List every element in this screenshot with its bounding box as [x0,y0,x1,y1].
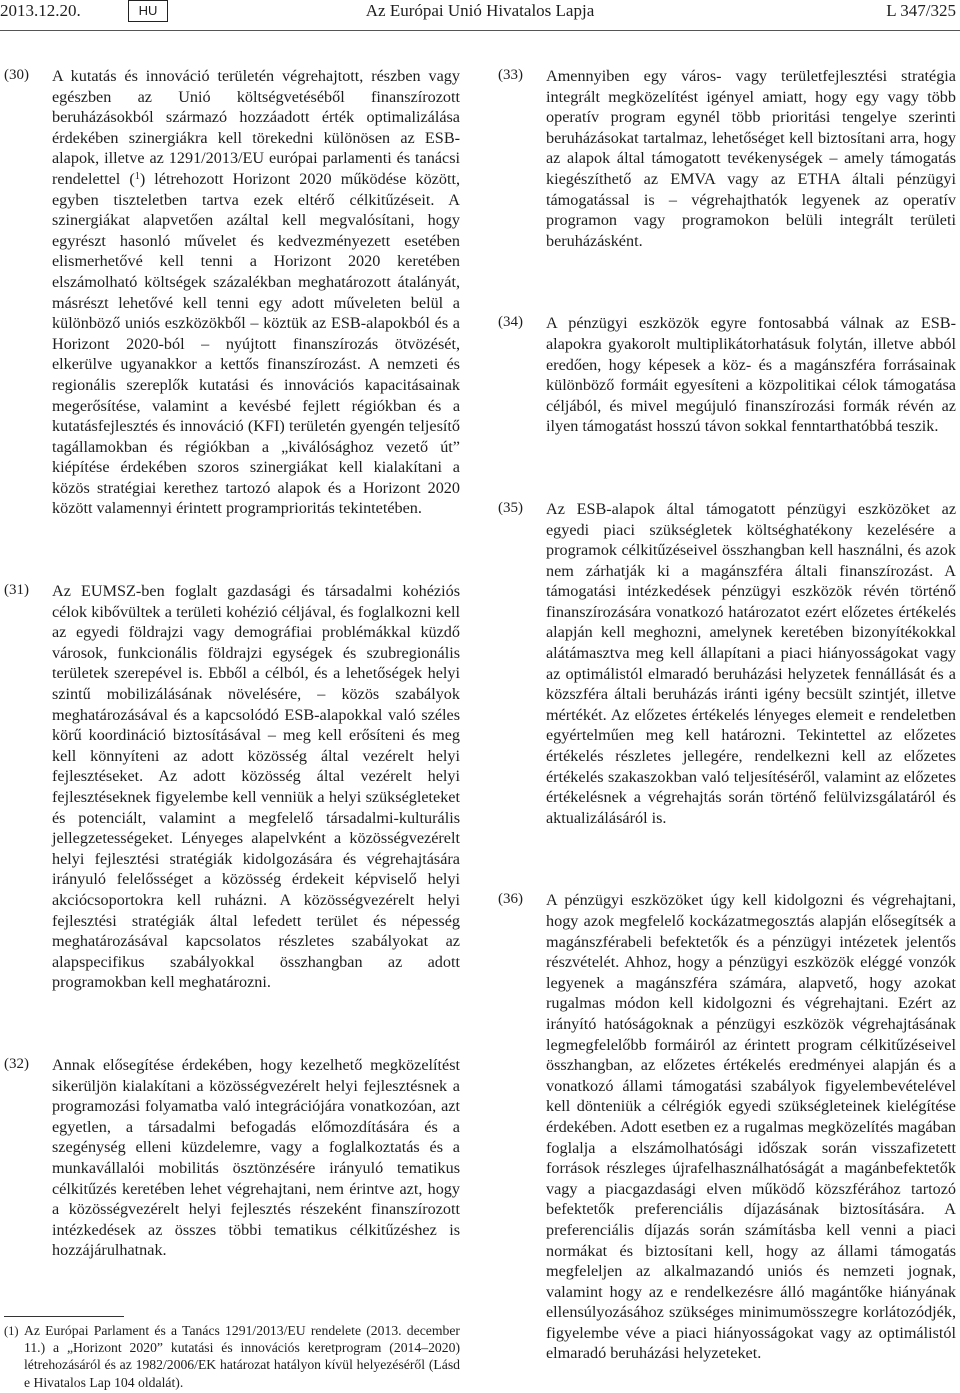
recital-number: (33) [498,67,523,83]
left-column [4,66,460,1261]
recital-text: Amennyiben egy város- vagy területfejlesztési stratégia integrált megközelítést igényel amiatt, hogy egy vagy több operatív program egynél több prioritási tengelye szerinti beruházásokat tartalmaz, lehetőséget kell biztosítani arra, hogy az alapok által támogatott tevékenységek – amely támogatás kiegészíthető az EMVA vagy az ETHA általi pénzügyi támogatással is – végrehajthatók legyenek az operatív programon vagy programokon belüli integrált területi beruházásként. [546,67,956,250]
recital-text: A pénzügyi eszközök egyre fontosabbá válnak az ESB-alapokra gyakorolt multiplikátorhatásuk folytán, illetve abból eredően, hogy képesek a köz- és a magánszféra forrásainak különböző formáit egyesíteni a közpolitikai célok támogatása céljából, és mivel megújuló finanszírozási formák révén az ilyen támogatást hosszú távon sokkal fenntarthatóbbá teszik. [546,314,956,436]
footnote-text: Az Európai Parlament és a Tanács 1291/2013/EU rendelete (2013. december 11.) a „Horizont 2020” kutatási és innovációs keretprogram (2014–2020) létrehozásáról és az 1982/2006/EK határozat hatályon kívül helyezéséről (Lásd e Hivatalos Lap 104 oldalát). [24,1323,460,1390]
header-date: 2013.12.20. [0,1,81,20]
footnote-mark: (1) [4,1324,19,1338]
recital-text: Az ESB-alapok által támogatott pénzügyi eszközöket az egyedi piaci szükségletek költséghatékony kezelésére a programok célkitűzéseivel összhangban kell használni, és azok nem zárhatják ki a magánszféra általi finanszírozást. A támogatási intézkedések pénzügyi eszközök révén történő finanszírozására vonatkozó határozatot ezért előzetes értékelés alapján kell meghozni, amelynek keretében bizonyítékokkal alátámasztva meg kell állapítani a piaci hiányosságokat vagy az optimálistól elmaradó beruházási helyzetek fennállását és a közszféra általi beruházás iránti igény becsült szintjét, illetve mértékét. Az előzetes értékelés lényeges elemeit e rendeletben egyértelműen meg kell határozni. Tekintettel az előzetes értékelés részletes jellegére, rendelkezni kell az előzetes értékelés szakaszokban való teljesítéséről, valamint az előzetes értékelésnek a végrehajtás során történő felülvizsgálatáról és aktualizálásáról is. [546,499,956,827]
recital-text: A pénzügyi eszközöket úgy kell kidolgozni és végrehajtani, hogy azok megfelelő kockázatmegosztás alapján elősegítsék a magánszférabeli befektetők és a pénzügyi intézetek jelentős részvételét. Ahhoz, hogy a pénzügyi eszközök eléggé vonzók legyenek a magánszféra számára, alapvető, hogy azokat rugalmas módon kell kidolgozni és végrehajtani. Ezért az irányító hatóságoknak a pénzügyi eszközök végrehajtásának legmegfelelőbb formáiról az érintett program célkitűzéseivel összhangban, az előzetes értékelés eredményei alapján és a vonatkozó állami támogatási szabályok figyelembevételével kell dönteniük a célrégiók egyedi szükségleteinek kielégítése érdekében. Adott esetben ez a rugalmas megközelítés magában foglalja a elszámolhatósági időszak során visszafizetett források részleges újrafelhasználhatóságát a magánbefektetők vagy a piacgazdasági elven működő közszférához tartozó befektetők preferenciális díjazásának biztosítására. A preferenciális díjazás során számításba kell venni a piaci normákat és biztosítani kell, hogy az állami támogatás megfeleljen az alkalmazandó uniós és nemzeti jognak, valamint hogy az e rendelkezésre álló magántőke hiányának ellensúlyozásához szükséges minimumösszegre korlátozódjék, figyelembe véve a piaci hiányosságokat vagy az optimálistól elmaradó beruházási helyzeteket. [546,891,956,1363]
recital-number: (34) [498,314,523,331]
footnote [4,1322,460,1391]
recital-32 [4,1055,460,1261]
recital-text: Az EUMSZ-ben foglalt gazdasági és társadalmi kohéziós célok kibővültek a területi kohézió céljával, és foglalkozni kell az egyedi földrajzi vagy demográfiai problémákkal küzdő városok, funkcionális földrajzi egységek és szubregionális területek szerepével is. Ebből a célból, és a lehetőségek helyi szintű mobilizálásának növelésére, – közös szabályok meghatározásával és a kapcsolódó ESB-alapokkal való széles körű koordináció biztosításával – meg kell erősíteni és meg kell könnyíteni az adott közösség által vezérelt helyi fejlesztéseket. Az adott közösség által vezérelt helyi fejlesztéseknek figyelembe kell venniük a helyi szükségleteket és potenciált, valamint a megfelelő társadalmi-kulturális jellegzetességeket. Lényeges alapelvként a közösségvezérelt helyi fejlesztési stratégiák kidolgozására és végrehajtására irányuló felelősséget a közösség érdekeit képviselő helyi akciócsoportokra kell ruházni. A közösségvezérelt helyi fejlesztési stratégiák által lefedett terület és népesség meghatározásával kapcsolatos részletes szabályokat az alapspecifikus szabályokkal összhangban az adott programokban kell meghatározni. [52,582,460,992]
footnote-reference[interactable]: 1 [134,170,140,182]
spacer [4,993,460,1055]
recital-36 [498,890,956,1364]
language-badge: HU [128,0,168,22]
recital-number: (31) [4,582,29,599]
recital-text-part: A kutatás és innováció területén végrehajtott, részben vagy egészben az Unió költségvetéséből finanszírozott beruházásokból származó hozzáadott érték optimalizálása érdekében szinergiákra kell törekedni különösen az ESB-alapok, illetve az 1291/2013/EU európai parlamenti és tanácsi rendelettel ( [52,67,460,188]
recital-number: (32) [4,1055,29,1072]
recital-text [52,66,460,519]
spacer [498,251,956,313]
spacer [498,828,956,890]
page-reference: L 347/325 [886,1,956,20]
header-divider [0,30,960,31]
journal-title: Az Európai Unió Hivatalos Lapja [365,1,595,20]
recital-text: Annak elősegítése érdekében, hogy kezelhető megközelítést sikerüljön kialakítani a közösségvezérelt helyi fejlesztésnek a programozási folyamatba való integrációjára vonatkozóan, azt egyetlen, a társadalmi befogadás előmozdítására és a szegénység elleni küzdelemre, vagy a foglalkoztatás és a munkavállalói mobilitás ösztönzésére irányuló tematikus célkitűzés keretében lehet végrehajtani, nem érintve azt, hogy a közösségvezérelt helyi fejlesztés részeként finanszírozott intézkedések az összes többi tematikus célkitűzéshez is hozzájárulhatnak. [52,1055,460,1260]
right-column [498,66,956,1364]
recital-number: (36) [498,891,523,908]
page-header [0,0,960,28]
recital-34 [498,313,956,437]
recital-text-part: ) létrehozott Horizont 2020 működése között, egyben tiszteletben tartva ezek eltérő célkitűzéseit. A szinergiákat alapvetően azáltal kell megvalósítani, hogy egyrészt hasonló művelet és kedvezményezett esetében elismerhetővé kell tenni a Horizont 2020 keretében elszámolható költségek százalékban meghatározott átalányát, másrészt lehetővé kell tenni egy adott műveleten belül a különböző uniós eszközökből – köztük az ESB-alapokból és a Horizont 2020-ból – nyújtott finanszírozás ötvözését, elkerülve ugyanakkor a kettős finanszírozást. A nemzeti és regionális szereplők kutatási és innovációs kapacitásainak megerősítése, valamint a kevésbé fejlett régiókban és a kutatásfejlesztés és innováció (KFI) területén gyengén teljesítő tagállamokban és régiókban a „kiválósághoz vezető út” kiépítése érdekében szoros szinergiákat kell kialakítani a közös stratégiai kerethez tartozó alapok és a Horizont 2020 között valamennyi érintett programprioritás tekintetében. [52,169,460,518]
recital-31 [4,581,460,993]
recital-33 [498,66,956,251]
recital-number: (30) [4,67,29,83]
recital-30 [4,66,460,519]
spacer [498,437,956,499]
recital-number: (35) [498,499,523,516]
spacer [4,519,460,581]
footnote-divider [4,1316,124,1317]
footnote-number: 1 [8,1324,15,1338]
recital-35 [498,499,956,829]
